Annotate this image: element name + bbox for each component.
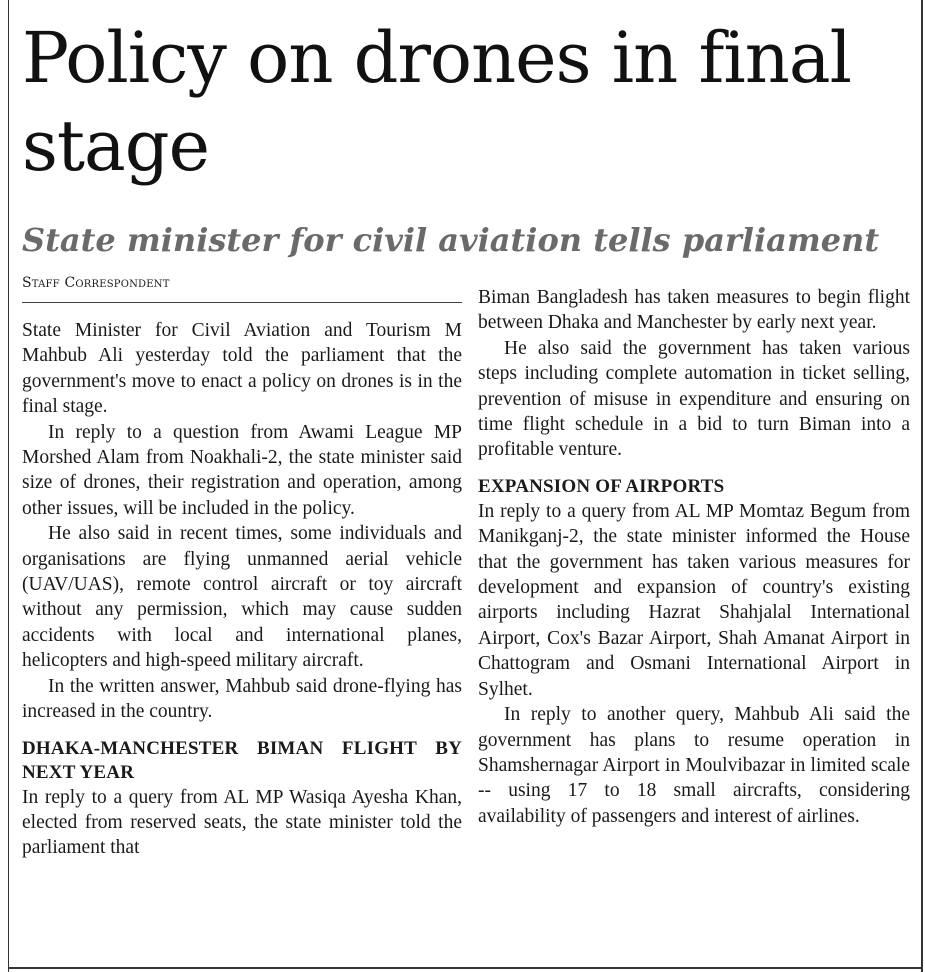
right-column-rule <box>921 0 923 972</box>
bottom-rule <box>8 967 923 969</box>
subheadline: State minister for civil aviation tells parliament <box>22 221 880 259</box>
paragraph: Biman Bangladesh has taken measures to begin flight between Dhaka and Manchester by early next year. <box>478 287 910 334</box>
section-heading: DHAKA-MANCHESTER BIMAN FLIGHT BY NEXT YEAR <box>22 737 462 783</box>
right-column <box>478 285 910 829</box>
headline: Policy on drones in final stage <box>22 17 851 187</box>
paragraph: In reply to a query from AL MP Momtaz Begum from Manikganj-2, the state minister informed the House that the government has taken various measures for development and expansion of country's existing airports including Hazrat Shahjalal International Airport, Cox's Bazar Airport, Shah Amanat Airport in Chattogram and Osmani International Airport in Sylhet. <box>478 500 910 700</box>
paragraph: He also said the government has taken various steps including complete automation in ticket selling, prevention of misuse in expenditure and ensuring on time flight schedule in a bid to turn Biman into a profitable venture. <box>478 337 910 461</box>
section-heading: EXPANSION OF AIRPORTS <box>478 475 725 497</box>
byline: Staff Correspondent <box>22 274 462 303</box>
paragraph: He also said in recent times, some individuals and organisations are flying unmanned aerial vehicle (UAV/UAS), remote control aircraft or toy aircraft without any permission, which may cause sudden accidents with local and international planes, helicopters and high-speed military aircraft. <box>22 523 462 672</box>
paragraph: State Minister for Civil Aviation and Tourism M Mahbub Ali yesterday told the parliament that the government's move to enact a policy on drones is in the final stage. <box>22 320 462 418</box>
paragraph: In reply to a question from Awami League MP Morshed Alam from Noakhali-2, the state minister said size of drones, their registration and operation, among other issues, will be included in the policy. <box>22 421 462 519</box>
paragraph: In reply to another query, Mahbub Ali said the government has plans to resume operation in Shamshernagar Airport in Moulvibazar in limited scale -- using 17 to 18 small aircrafts, considering availability of passengers and interest of airlines. <box>478 704 910 827</box>
paragraph: In the written answer, Mahbub said drone-flying has increased in the country. <box>22 675 462 723</box>
left-column <box>22 318 462 861</box>
paragraph: In reply to a query from AL MP Wasiqa Ayesha Khan, elected from reserved seats, the state minister told the parliament that <box>22 786 462 859</box>
left-column-rule <box>8 0 9 972</box>
